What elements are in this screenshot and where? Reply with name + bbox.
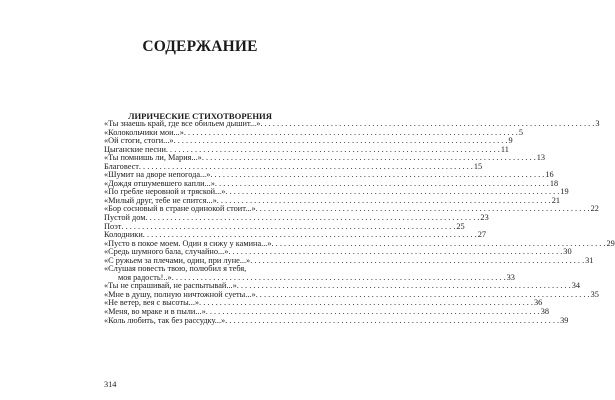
toc-entry-title: «Колокольчики мои...» [104,127,184,137]
toc-entry-title: «Пусто в покое моем. Один я сижу у камина...» [104,238,272,248]
toc-entry-title: «Не ветер, вея с высоты...» [104,298,200,308]
toc-entry-page: 31 [585,255,594,265]
toc-entry-title: «Средь шумного бала, случайно...» [104,247,229,257]
toc-entry-title: «Ты знаешь край, где все обильем дышит...» [104,119,261,128]
table-of-contents [104,119,615,325]
toc-entry-title: «Коль любить, так без рассудку...» [104,315,226,325]
toc-entry-page: 11 [500,144,509,154]
toc-entry-page: 39 [560,315,569,325]
toc-entry [104,315,569,326]
toc-entry-title: Поэт [104,221,122,231]
toc-entry-title: «Бор сосновый в стране одинокой стоит...» [104,204,256,214]
toc-entry-title: Колодники [104,230,143,240]
toc-entry-page: 15 [473,161,483,171]
toc-entry-title: моя радость!..» [118,272,172,282]
toc-entry-title: «Шумит на дворе непогода...» [104,170,211,180]
toc-leader-dots [250,257,584,266]
toc-entry-page: 33 [506,272,515,282]
toc-entry-page: 18 [549,178,559,188]
page-title: СОДЕРЖАНИЕ [142,38,258,55]
toc-entry-title: Пустой дом [104,213,146,223]
toc-entry-title: «По гребле неровной и тряской...» [104,187,226,197]
page-number: 314 [104,380,117,389]
toc-entry-title: «Ой стоги, стоги...» [104,136,174,146]
toc-entry-page: 29 [606,238,615,248]
toc-leader-dots [225,317,559,326]
toc-entry-page: 38 [540,307,549,317]
toc-entry-page: 22 [590,204,599,214]
toc-entry-page: 13 [536,153,546,163]
toc-entry-title: «Дождя отшумевшего капли...» [104,178,215,188]
toc-entry-page: 23 [480,213,489,223]
toc-entry-title: «Меня, во мраке и в пыли...» [104,307,206,317]
toc-entry-title: «Слушая повесть твою, полюбил я тебя, [104,264,247,274]
toc-entry-page: 21 [551,195,561,205]
toc-entry-title: «Ты не спрашивай, не распытывай...» [104,281,237,291]
toc-entry-title: Благовест [104,161,139,171]
toc-entry-page: 9 [508,136,513,146]
toc-entry-page: 16 [545,170,554,180]
toc-entry-title: «С ружьем за плечами, один, при луне...» [104,255,251,265]
toc-entry-page: 36 [534,298,543,308]
toc-entry-page: 30 [563,247,572,257]
toc-entry-page: 35 [590,289,599,299]
toc-entry-page: 3 [595,119,600,128]
toc-entry-page: 27 [477,230,487,240]
toc-entry-page: 34 [571,281,580,291]
toc-entry-title: «Мне в душу, полную ничтожной суеты...» [104,289,256,299]
section-title: ЛИРИЧЕСКИЕ СТИХОТВОРЕНИЯ [128,111,272,121]
toc-entry-page: 19 [560,187,569,197]
toc-entry-title: Цыганские песни [104,144,166,154]
toc-entry-page: 5 [518,127,524,137]
toc-entry-title: «Ты помнишь ли, Мария...» [104,153,202,163]
toc-entry-page: 25 [456,221,465,231]
toc-entry-title: «Милый друг, тебе не спится...» [104,195,217,205]
